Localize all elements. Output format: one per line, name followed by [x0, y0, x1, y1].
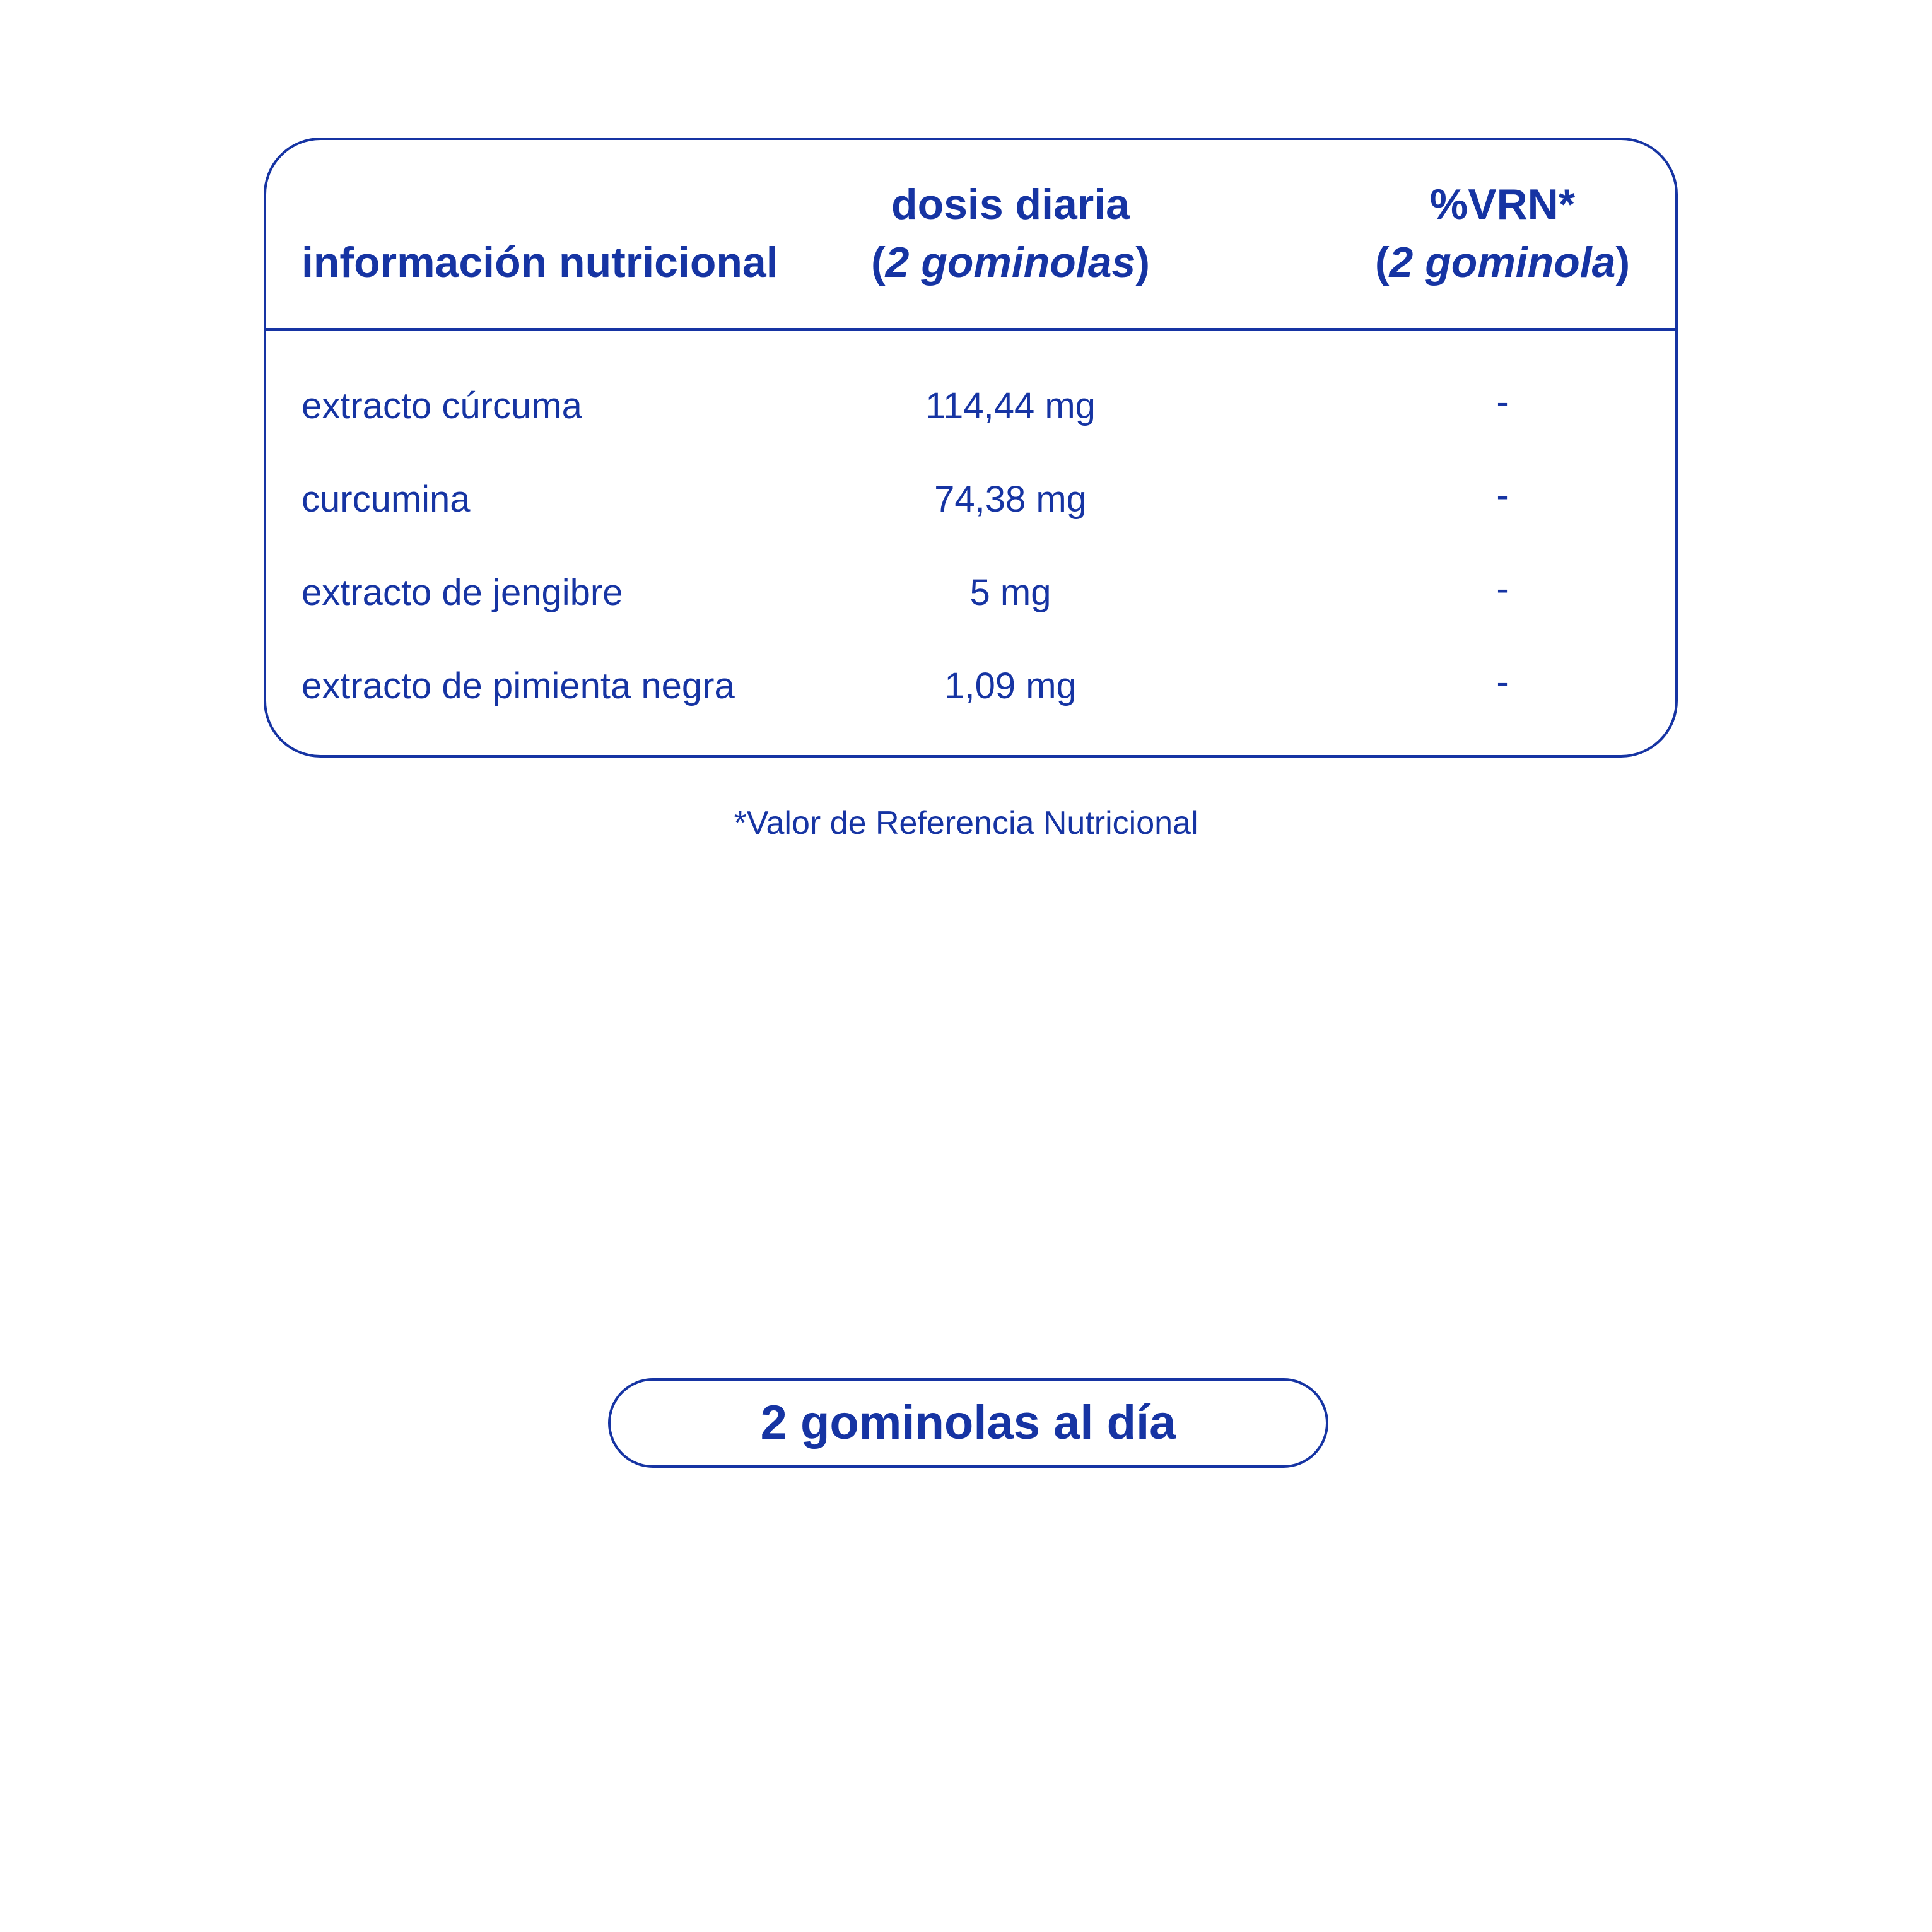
row-label-turmeric-extract: extracto cúrcuma: [302, 385, 582, 426]
dosage-badge: 2 gominolas al día: [608, 1378, 1328, 1468]
row-vrn-black-pepper-extract: -: [1496, 662, 1509, 703]
header-daily-dose-subtitle: [834, 233, 1187, 291]
paren-open: (: [1374, 238, 1390, 286]
header-daily-dose-serving: 2 gominolas: [885, 238, 1136, 286]
header-daily-dose: [834, 175, 1187, 291]
header-divider: [266, 328, 1675, 331]
row-vrn-ginger-extract: -: [1496, 568, 1509, 609]
header-vrn-subtitle: [1338, 233, 1666, 291]
row-label-ginger-extract: extracto de jengibre: [302, 572, 623, 613]
row-label-black-pepper-extract: extracto de pimienta negra: [302, 665, 735, 706]
paren-open: (: [870, 238, 886, 286]
header-vrn-title: %VRN*: [1429, 180, 1576, 228]
header-vrn-serving: 2 gominola: [1389, 238, 1616, 286]
row-dose-curcumin: 74,38 mg: [934, 479, 1087, 520]
row-dose-black-pepper-extract: 1,09 mg: [944, 665, 1077, 706]
paren-close: ): [1615, 238, 1630, 286]
header-daily-dose-title: dosis diaria: [891, 180, 1130, 228]
row-vrn-curcumin: -: [1496, 475, 1509, 516]
footnote: *Valor de Referencia Nutricional: [734, 805, 1198, 841]
row-vrn-turmeric-extract: -: [1496, 382, 1509, 423]
row-label-curcumin: curcumina: [302, 479, 471, 520]
row-dose-ginger-extract: 5 mg: [969, 572, 1051, 613]
row-dose-turmeric-extract: 114,44 mg: [925, 385, 1096, 426]
paren-close: ): [1135, 238, 1150, 286]
header-vrn: [1338, 175, 1666, 291]
header-nutrition-info: información nutricional: [302, 238, 778, 286]
nutrition-table: [264, 138, 1678, 758]
